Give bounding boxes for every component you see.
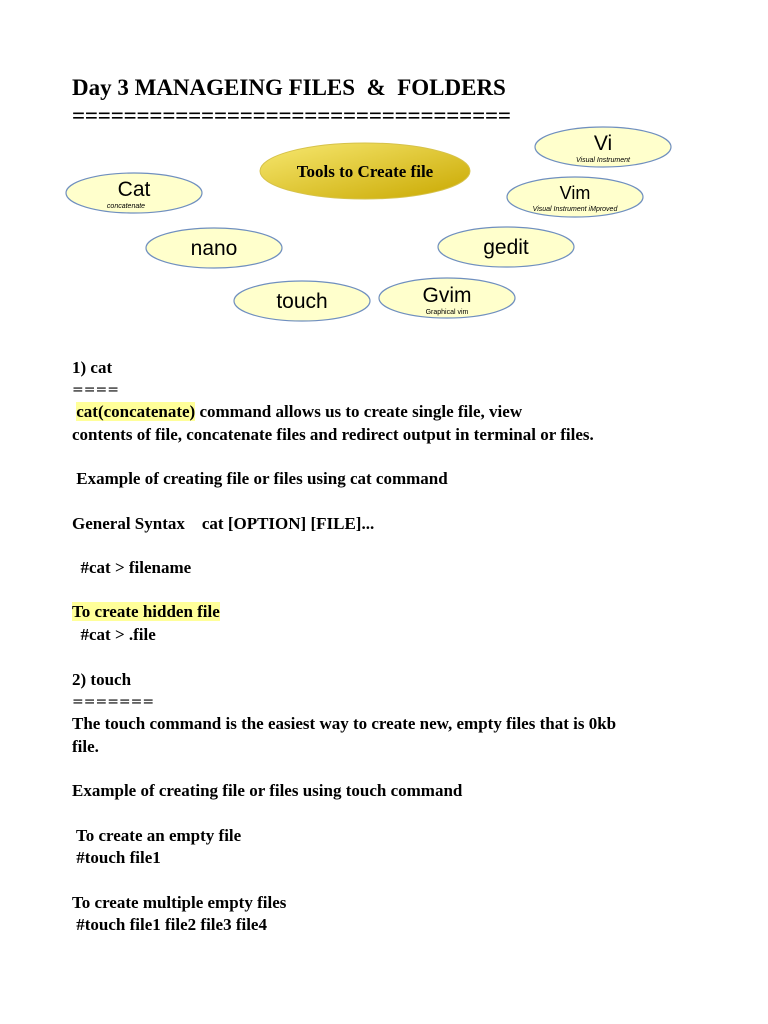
section-rule-cat: ==== (72, 382, 119, 398)
touch-empty-heading: To create an empty file (72, 826, 242, 845)
touch-example-heading: Example of creating file or files using touch command (72, 781, 463, 800)
cat-example-heading: Example of creating file or files using cat command (72, 469, 448, 488)
cat-description-line1 (72, 401, 522, 423)
tool-node-touch (234, 281, 370, 321)
cat-highlight: cat(concatenate) (76, 402, 196, 421)
cat-general-syntax: General Syntax cat [OPTION] [FILE]... (72, 514, 375, 533)
tool-node-subtitle: concatenate (106, 203, 146, 210)
tools-diagram (0, 0, 768, 340)
center-node-label: Tools to Create file (296, 162, 434, 181)
tool-node-subtitle: Visual Instrument iMproved (532, 206, 618, 213)
tool-node-vim (507, 177, 643, 217)
tool-node-label: gedit (483, 236, 529, 259)
tool-node-label: Vim (559, 183, 591, 203)
tool-node-label: touch (276, 290, 328, 313)
tool-node-cat (66, 173, 202, 213)
cat-description-line2: contents of file, concatenate files and redirect output in terminal or files. (72, 425, 594, 444)
cat-description-rest: command allows us to create single file, view (195, 402, 523, 421)
tool-node-label: Cat (117, 178, 151, 201)
touch-command-2: #touch file1 file2 file3 file4 (72, 915, 267, 934)
tool-node-label: Gvim (422, 284, 472, 307)
hidden-heading-highlight: To create hidden file (72, 602, 220, 621)
title-rule: ================================== (72, 103, 511, 128)
touch-command-1: #touch file1 (72, 848, 161, 867)
cat-command-1: #cat > filename (72, 558, 192, 577)
center-node (260, 143, 470, 199)
cat-hidden-heading (72, 601, 220, 623)
section-heading-touch: 2) touch (72, 670, 132, 689)
tool-node-label: nano (190, 237, 238, 260)
touch-description-line1: The touch command is the easiest way to create new, empty files that is 0kb (72, 714, 617, 733)
touch-multi-heading: To create multiple empty files (72, 893, 287, 912)
section-heading-cat: 1) cat (72, 358, 113, 377)
tool-node-subtitle: Visual Instrument (576, 157, 630, 164)
touch-description-line2: file. (72, 737, 99, 756)
document-title: Day 3 MANAGEING FILES & FOLDERS (72, 75, 506, 100)
tool-node-vi (535, 127, 671, 167)
tool-node-subtitle: Graphical vim (425, 309, 469, 316)
tool-node-gedit (438, 227, 574, 267)
section-rule-touch: ======= (72, 694, 155, 710)
cat-command-2: #cat > .file (72, 625, 156, 644)
tool-node-label: Vi (593, 132, 613, 155)
tool-node-gvim (379, 278, 515, 318)
tool-node-nano (146, 228, 282, 268)
